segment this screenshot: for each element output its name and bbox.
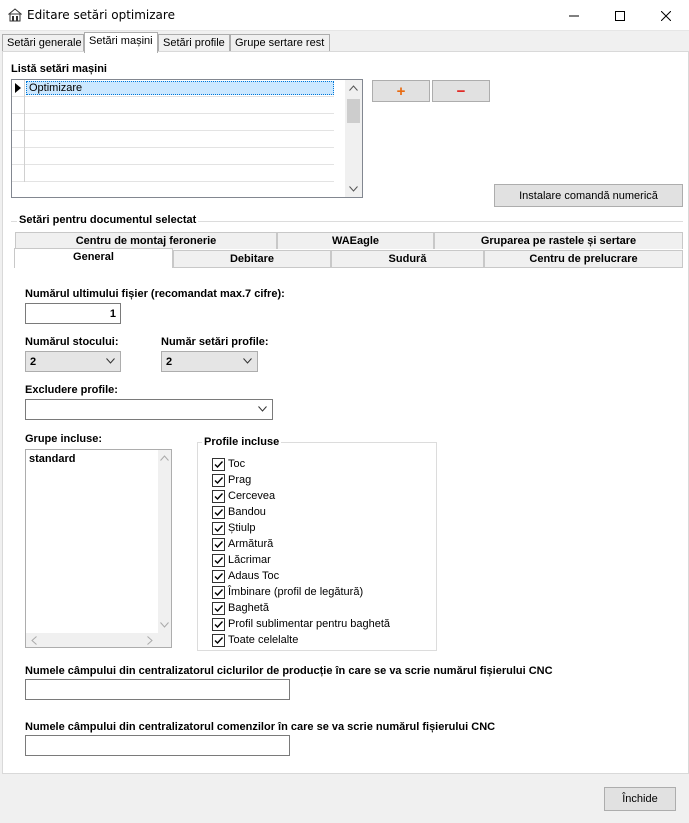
profile-checkbox-row[interactable]	[212, 504, 266, 520]
tab-hardware-center[interactable]: Centru de montaj feronerie	[15, 232, 277, 249]
tab-machining-center[interactable]: Centru de prelucrare	[484, 250, 683, 267]
row-indicator	[12, 114, 25, 131]
install-cnc-button[interactable]: Instalare comandă numerică	[494, 184, 683, 207]
groups-vscrollbar[interactable]	[158, 450, 171, 633]
list-item[interactable]	[12, 148, 334, 165]
profile-checkbox-row[interactable]	[212, 600, 269, 616]
profile-settings-value: 2	[166, 356, 173, 368]
profile-checkbox-label: Toc	[228, 458, 246, 470]
profile-settings-select[interactable]	[161, 351, 258, 372]
profile-checkbox-row[interactable]	[212, 472, 251, 488]
exclude-profiles-select[interactable]	[25, 399, 273, 420]
tab-waeagle[interactable]: WAEagle	[277, 232, 434, 249]
tab-general[interactable]: General	[14, 248, 173, 268]
maximize-icon	[615, 11, 625, 21]
title-bar	[0, 0, 689, 31]
row-indicator	[12, 131, 25, 148]
list-item[interactable]	[12, 80, 334, 97]
checkmark-icon	[213, 555, 224, 566]
profile-checkbox-row[interactable]	[212, 536, 273, 552]
remove-machine-button[interactable]	[432, 80, 490, 102]
tab-rack-grouping[interactable]: Gruparea pe rastele și sertare	[434, 232, 683, 249]
checkmark-icon	[213, 475, 224, 486]
list-item[interactable]: standard	[29, 453, 76, 465]
checkmark-icon	[213, 619, 224, 630]
window-title: Editare setări optimizare	[27, 8, 175, 22]
chevron-down-icon	[243, 358, 252, 364]
stock-select-value: 2	[30, 356, 37, 368]
profile-checkbox-label: Cercevea	[228, 490, 276, 502]
groups-listbox[interactable]	[25, 449, 172, 648]
checkbox[interactable]	[212, 522, 225, 535]
checkbox[interactable]	[212, 458, 225, 471]
checkbox[interactable]	[212, 554, 225, 567]
active-tab-join	[15, 266, 172, 268]
exclude-label: Excludere profile:	[25, 384, 118, 396]
field-prod-label: Numele câmpului din centralizatorul ciclurilor de producție în care se va scrie numărul fișierului CNC	[25, 665, 553, 677]
close-window-button[interactable]	[643, 0, 689, 31]
checkbox[interactable]	[212, 618, 225, 631]
scroll-up-icon	[349, 85, 358, 91]
scroll-down-icon	[160, 622, 169, 628]
profile-checkbox-label: Lăcrimar	[228, 554, 271, 566]
field-orders-input[interactable]	[25, 735, 290, 756]
checkmark-icon	[213, 571, 224, 582]
profile-checkbox-row[interactable]	[212, 632, 298, 648]
field-prod-input[interactable]	[25, 679, 290, 700]
checkbox[interactable]	[212, 570, 225, 583]
profile-checkbox-label: Bandou	[228, 506, 266, 518]
profile-checkbox-label: Știulp	[228, 522, 256, 534]
profile-checkbox-row[interactable]	[212, 552, 271, 568]
tab-profile-settings[interactable]: Setări profile	[158, 34, 230, 52]
groups-hscrollbar[interactable]	[26, 633, 171, 647]
groups-label: Grupe incluse:	[25, 433, 103, 445]
scroll-up-icon	[160, 455, 169, 461]
profile-checkbox-row[interactable]	[212, 568, 279, 584]
minimize-button[interactable]	[551, 0, 597, 31]
tab-machine-settings[interactable]: Setări mașini	[84, 32, 158, 53]
row-indicator	[12, 148, 25, 165]
field-orders-label: Numele câmpului din centralizatorul comenzilor în care se va scrie numărul fișierului CNC	[25, 721, 496, 733]
chevron-down-icon	[258, 406, 267, 412]
profile-checkbox-label: Prag	[228, 474, 252, 486]
close-icon	[661, 11, 671, 21]
minus-icon: −	[456, 82, 466, 100]
machine-list-grid[interactable]	[11, 79, 363, 198]
last-file-input[interactable]: 1	[25, 303, 121, 324]
tab-cutting[interactable]: Debitare	[173, 250, 331, 267]
list-item[interactable]	[12, 131, 334, 148]
checkmark-icon	[213, 507, 224, 518]
profile-checkbox-label: Baghetă	[228, 602, 269, 614]
machine-list-label: Listă setări mașini	[11, 63, 107, 75]
doc-settings-label: Setări pentru documentul selectat	[19, 214, 197, 226]
profile-checkbox-label: Îmbinare (profil de legătură)	[228, 586, 364, 598]
last-file-label: Numărul ultimului fișier (recomandat max.7 cifre):	[25, 288, 285, 300]
row-indicator	[12, 80, 25, 97]
checkbox[interactable]	[212, 490, 225, 503]
tab-drawer-groups[interactable]: Grupe sertare rest	[230, 34, 330, 52]
chevron-down-icon	[106, 358, 115, 364]
stock-label: Numărul stocului:	[25, 336, 119, 348]
checkbox[interactable]	[212, 602, 225, 615]
list-scrollbar[interactable]	[345, 80, 362, 197]
add-machine-button[interactable]	[372, 80, 430, 102]
scroll-left-icon	[31, 636, 37, 645]
plus-icon: +	[396, 82, 406, 100]
profile-checkbox-row[interactable]	[212, 488, 275, 504]
checkbox[interactable]	[212, 538, 225, 551]
row-indicator	[12, 165, 25, 182]
profile-checkbox-row[interactable]	[212, 616, 390, 632]
profile-checkbox-row[interactable]	[212, 456, 245, 472]
checkmark-icon	[213, 603, 224, 614]
row-name-cell[interactable]: Optimizare	[26, 81, 334, 95]
profile-checkbox-label: Profil sublimentar pentru baghetă	[228, 618, 391, 630]
checkmark-icon	[213, 587, 224, 598]
scroll-right-icon	[147, 636, 153, 645]
checkmark-icon	[213, 523, 224, 534]
scroll-down-icon	[349, 186, 358, 192]
profile-checkbox-label: Toate celelalte	[228, 634, 299, 646]
checkmark-icon	[213, 635, 224, 646]
profile-checkbox-label: Armătură	[228, 538, 274, 550]
row-pointer-icon	[12, 80, 24, 96]
list-item[interactable]	[12, 165, 334, 182]
profile-checkbox-row[interactable]	[212, 520, 256, 536]
tab-general-settings[interactable]: Setări generale	[2, 34, 84, 52]
profiles-checklist	[212, 456, 432, 648]
checkmark-icon	[213, 491, 224, 502]
stock-select[interactable]	[25, 351, 121, 372]
checkbox[interactable]	[212, 586, 225, 599]
close-button[interactable]: Închide	[604, 787, 676, 811]
scroll-thumb[interactable]	[347, 99, 360, 123]
maximize-button[interactable]	[597, 0, 643, 31]
row-indicator	[12, 97, 25, 114]
checkbox[interactable]	[212, 474, 225, 487]
tab-welding[interactable]: Sudură	[331, 250, 484, 267]
building-icon	[8, 8, 22, 22]
list-item[interactable]	[12, 97, 334, 114]
profiles-label: Profile incluse	[204, 436, 280, 448]
profile-checkbox-row[interactable]	[212, 584, 363, 600]
minimize-icon	[569, 11, 579, 21]
list-item[interactable]	[12, 114, 334, 131]
checkbox[interactable]	[212, 634, 225, 647]
checkmark-icon	[213, 459, 224, 470]
profile-settings-label: Număr setări profile:	[161, 336, 269, 348]
checkmark-icon	[213, 539, 224, 550]
profile-checkbox-label: Adaus Toc	[228, 570, 280, 582]
checkbox[interactable]	[212, 506, 225, 519]
